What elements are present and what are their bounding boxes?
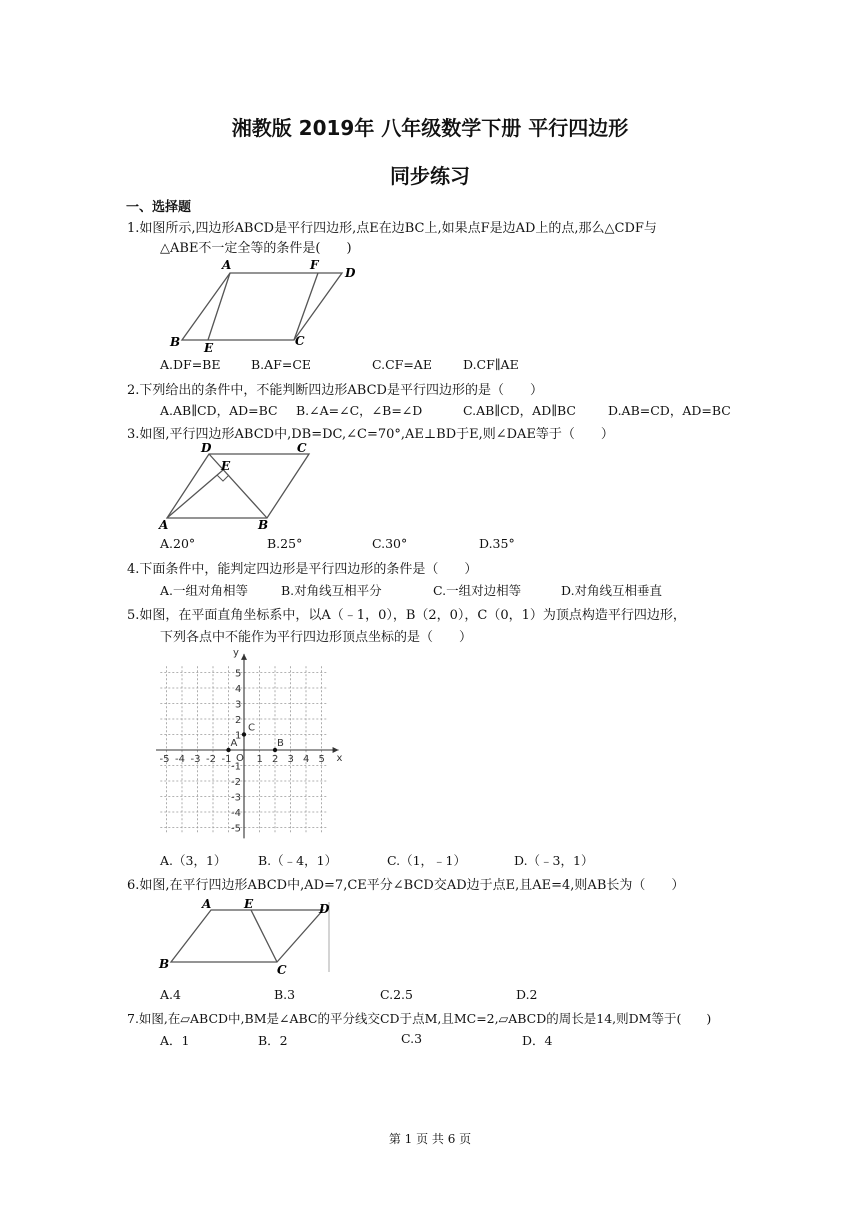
x-tick-label: -3	[190, 754, 201, 765]
document-title-line2: 同步练习	[390, 164, 470, 188]
document-title-line1: 湘教版 2019年 八年级数学下册 平行四边形	[231, 116, 629, 140]
q3-option-a[interactable]: A.20°	[160, 536, 196, 551]
q5-line1: 5.如图，在平面直角坐标系中，以A（﹣1，0），B（2，0），C（0，1）为顶点构造平行四边形，	[127, 608, 686, 623]
q6-option-b[interactable]: B.3	[274, 987, 296, 1002]
q4-option-d[interactable]: D.对角线互相垂直	[561, 583, 663, 598]
q1-parallelogram-figure	[162, 255, 372, 355]
x-tick-label: 4	[303, 754, 310, 765]
q5-line2: 下列各点中不能作为平行四边形顶点坐标的是（ ）	[160, 630, 473, 645]
q1-line1: 1.如图所示,四边形ABCD是平行四边形,点E在边BC上,如果点F是边AD上的点,那么△CDF与	[127, 221, 657, 236]
q6-label-C: C	[277, 963, 287, 977]
q5-option-c[interactable]: C.（1，﹣1）	[387, 853, 466, 868]
q3-label-E: E	[221, 459, 231, 473]
point-label-B: B	[277, 738, 284, 749]
q5-coordinate-grid	[156, 650, 346, 840]
q1-label-F: F	[310, 258, 319, 272]
q2-option-c[interactable]: C.AB∥CD，AD∥BC	[463, 403, 576, 418]
q1-option-c[interactable]: C.CF=AE	[372, 357, 432, 372]
q2-option-d[interactable]: D.AB=CD，AD=BC	[608, 403, 731, 418]
x-axis-label: x	[336, 753, 343, 764]
point-label-C: C	[248, 722, 255, 734]
q1-option-d[interactable]: D.CF∥AE	[463, 357, 519, 372]
q4-option-c[interactable]: C.一组对边相等	[433, 583, 522, 598]
x-tick-label: 3	[287, 754, 294, 765]
y-tick-label: 4	[235, 684, 242, 695]
q7-option-a[interactable]: A．1	[160, 1033, 190, 1048]
y-tick-label: 1	[235, 730, 242, 742]
q6-line1: 6.如图,在平行四边形ABCD中,AD=7,CE平分∠BCD交AD边于点E,且AE=4,则AB长为（ ）	[127, 878, 685, 893]
x-tick-label: -4	[175, 754, 185, 765]
origin-label: O	[236, 753, 244, 764]
q1-option-b[interactable]: B.AF=CE	[251, 357, 312, 372]
x-tick-label: -1	[221, 754, 232, 765]
q2-line1: 2.下列给出的条件中，不能判断四边形ABCD是平行四边形的是（ ）	[127, 383, 543, 398]
q3-parallelogram-figure	[157, 440, 317, 532]
q3-label-D: D	[201, 441, 212, 455]
q1-line2: △ABE不一定全等的条件是( )	[160, 241, 352, 256]
q6-label-E: E	[244, 897, 254, 911]
page-footer: 第 1 页 共 6 页	[388, 1132, 472, 1146]
y-tick-label: -4	[231, 808, 241, 819]
y-tick-label: -2	[231, 777, 241, 788]
y-tick-label: 2	[235, 715, 242, 726]
q6-option-c[interactable]: C.2.5	[380, 987, 413, 1002]
q6-option-d[interactable]: D.2	[516, 987, 538, 1002]
q7-option-b[interactable]: B．2	[258, 1033, 288, 1048]
q5-option-d[interactable]: D.（﹣3，1）	[514, 853, 594, 868]
q7-option-d[interactable]: D．4	[522, 1033, 553, 1048]
y-tick-label: 3	[235, 699, 242, 711]
q1-label-C: C	[295, 334, 305, 348]
point-C	[242, 732, 246, 736]
x-tick-label: -2	[206, 754, 216, 765]
y-axis-arrow	[241, 654, 247, 660]
q6-label-D: D	[319, 902, 330, 916]
q7-line1: 7.如图,在▱ABCD中,BM是∠ABC的平分线交CD于点M,且MC=2,▱ABCD的周长是14,则DM等于( )	[127, 1011, 712, 1026]
q3-label-B: B	[258, 518, 269, 532]
q1-label-A: A	[222, 258, 232, 272]
point-label-A: A	[230, 738, 238, 749]
x-tick-label: 1	[256, 754, 263, 765]
q3-option-d[interactable]: D.35°	[479, 536, 515, 551]
x-tick-label: -5	[159, 754, 170, 765]
q7-option-c[interactable]: C.3	[401, 1031, 423, 1046]
q6-label-A: A	[202, 897, 212, 911]
q4-option-b[interactable]: B.对角线互相平分	[281, 583, 382, 598]
q6-option-a[interactable]: A.4	[160, 987, 181, 1002]
y-tick-label: 5	[235, 668, 242, 680]
y-tick-label: -1	[231, 761, 241, 773]
q2-option-b[interactable]: B.∠A=∠C，∠B=∠D	[296, 403, 423, 418]
y-tick-label: -3	[231, 792, 241, 804]
q6-label-B: B	[159, 957, 170, 971]
y-tick-label: -5	[231, 823, 241, 835]
q1-label-E: E	[204, 341, 214, 355]
q1-option-a[interactable]: A.DF=BE	[160, 357, 221, 372]
x-tick-label: 2	[272, 754, 279, 765]
q3-option-c[interactable]: C.30°	[372, 536, 408, 551]
x-tick-label: 5	[318, 754, 325, 765]
q2-option-a[interactable]: A.AB∥CD，AD=BC	[160, 403, 278, 418]
q3-option-b[interactable]: B.25°	[267, 536, 303, 551]
y-axis-label: y	[233, 650, 239, 659]
q1-label-D: D	[345, 266, 356, 280]
q3-label-A: A	[159, 518, 169, 532]
section-heading: 一、选择题	[126, 200, 192, 215]
q5-option-a[interactable]: A.（3，1）	[160, 853, 227, 868]
q1-label-B: B	[170, 335, 181, 349]
q3-line1: 3.如图,平行四边形ABCD中,DB=DC,∠C=70°,AE⊥BD于E,则∠DAE等于（ ）	[127, 427, 614, 442]
q4-option-a[interactable]: A.一组对角相等	[160, 583, 249, 598]
q6-parallelogram-figure	[157, 896, 337, 978]
q4-line1: 4.下面条件中，能判定四边形是平行四边形的条件是（ ）	[127, 562, 478, 577]
q5-option-b[interactable]: B.（﹣4，1）	[258, 853, 338, 868]
q3-label-C: C	[297, 441, 307, 455]
